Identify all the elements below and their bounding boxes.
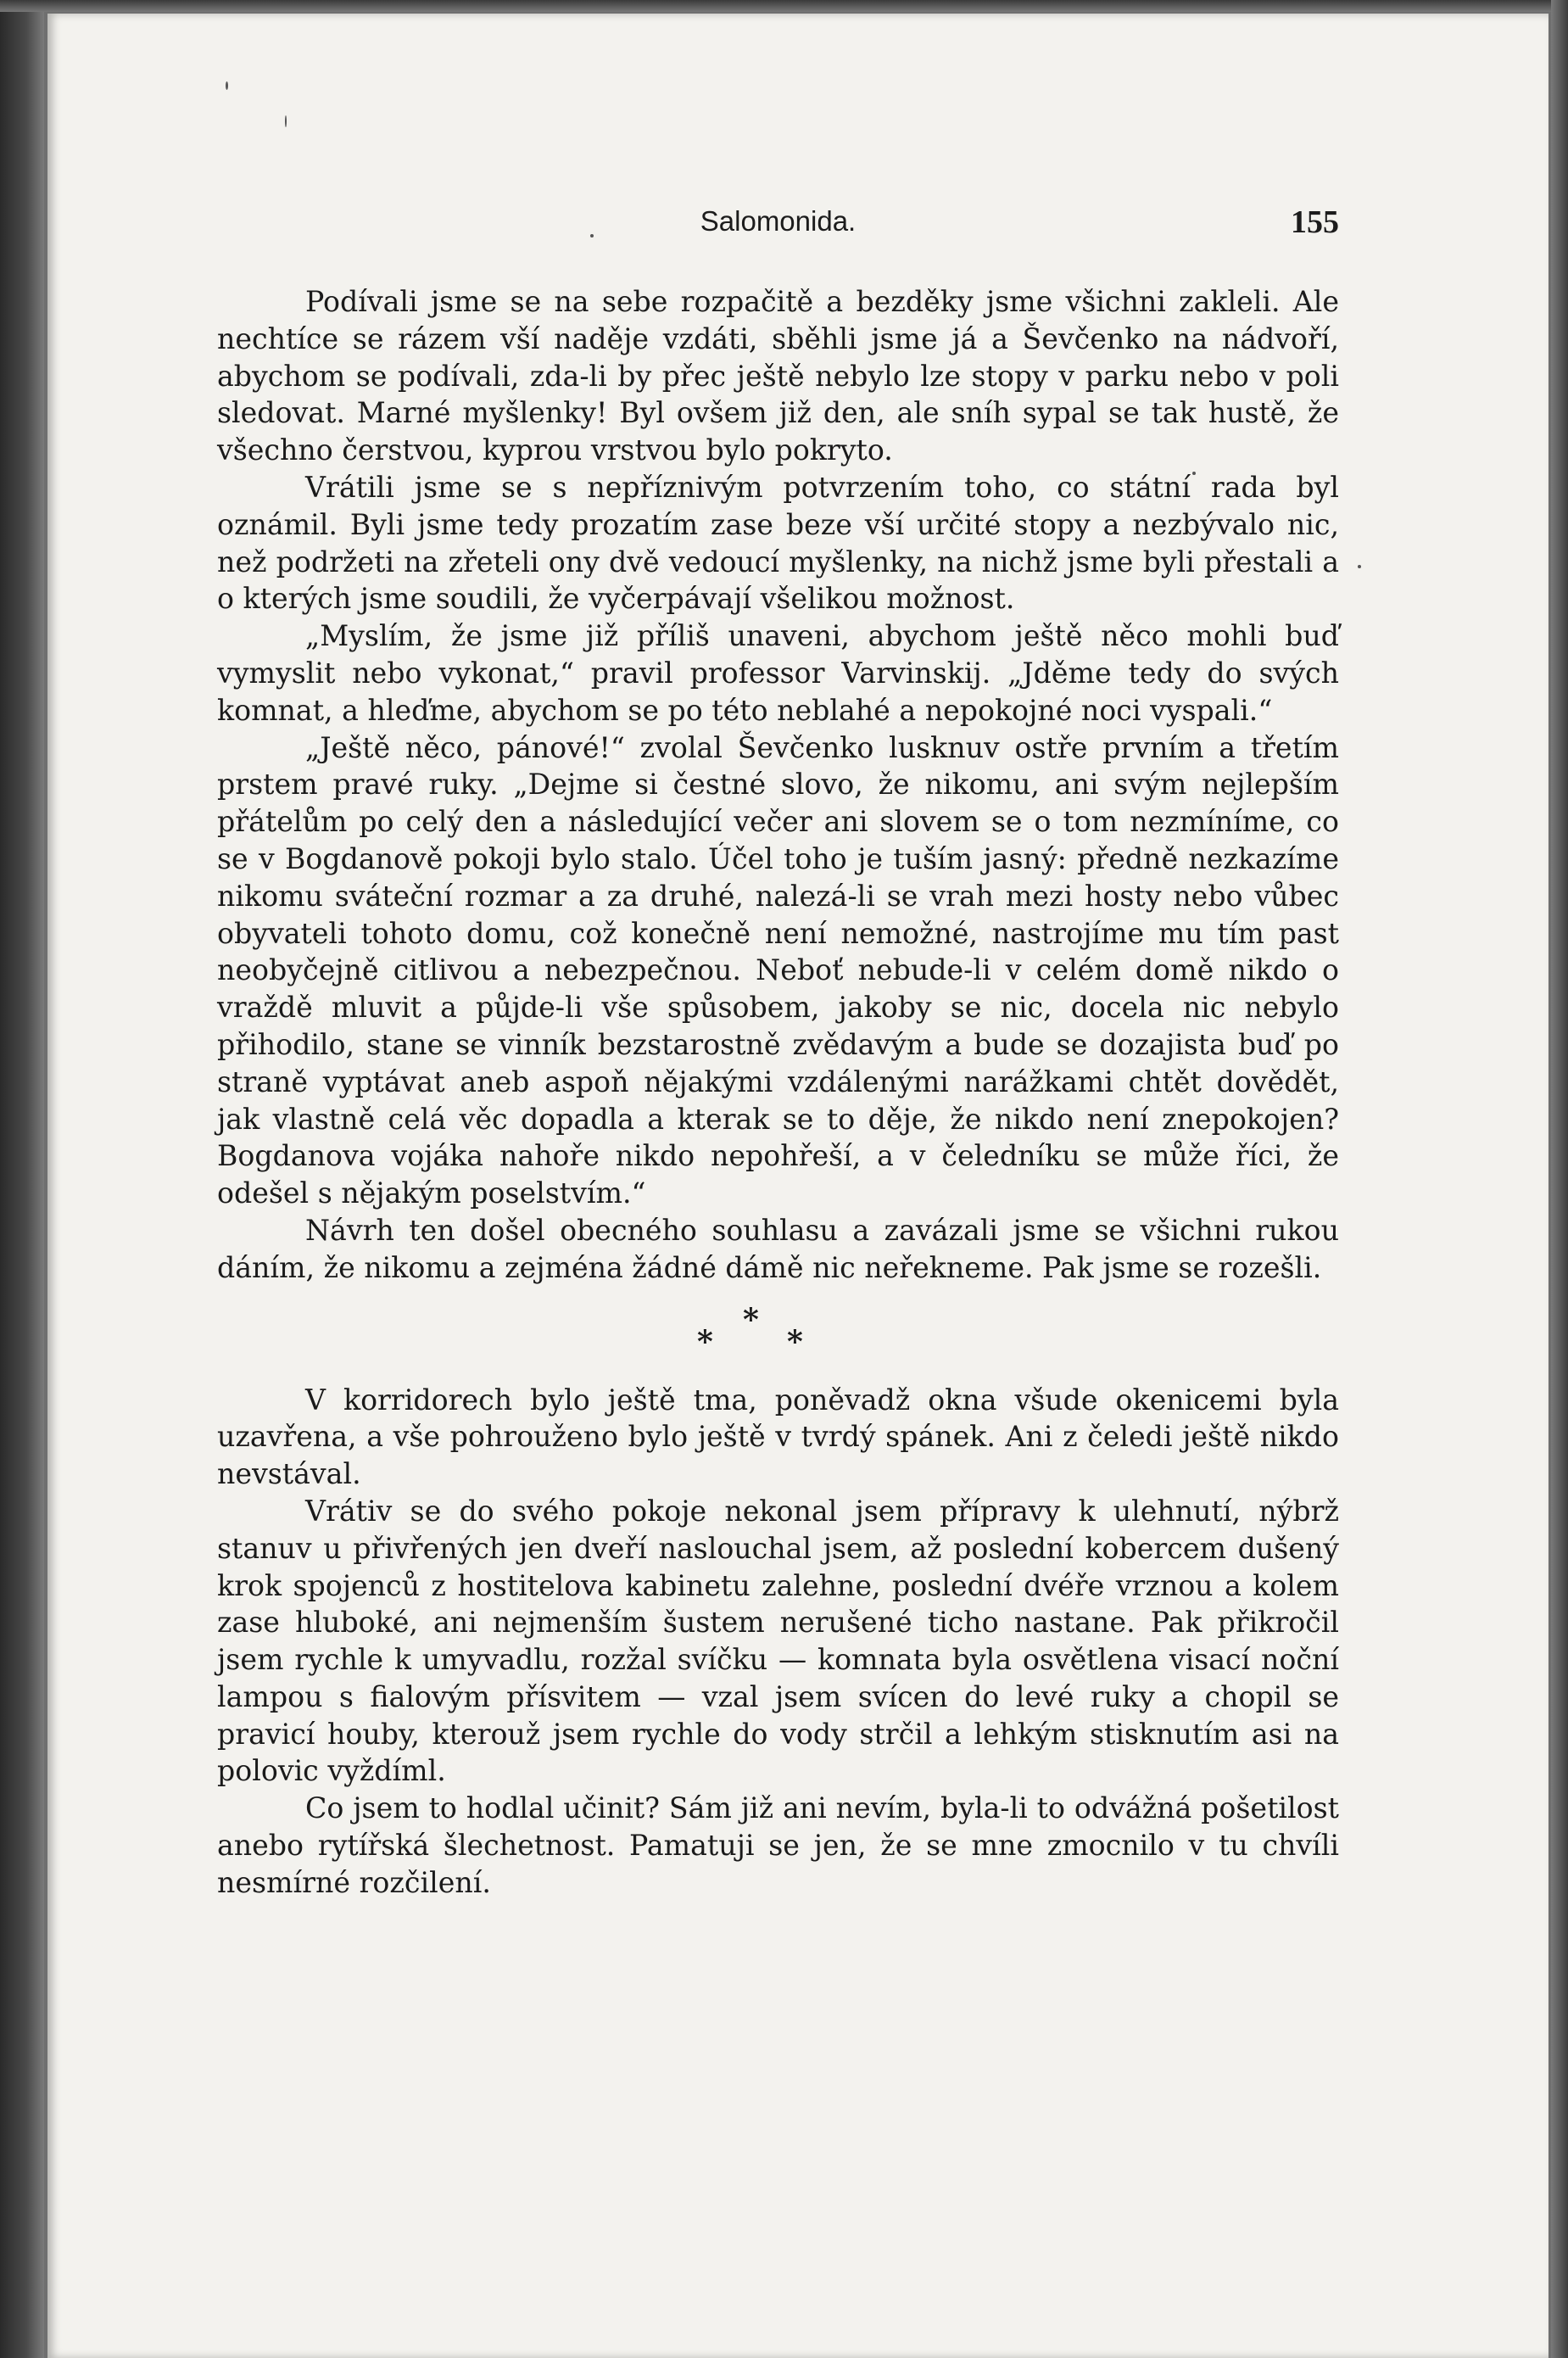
asterisk-left: *: [697, 1323, 713, 1360]
paragraph: Co jsem to hodlal učinit? Sám již ani nevím, byla-li to odvážná pošetilost anebo rytířská šlechetnost. Pamatuji se jen, že se mne zmocnilo v tu chvíli nesmírné rozčilení.: [217, 1791, 1339, 1899]
scan-speck: [285, 115, 287, 127]
page-header: [217, 190, 1339, 241]
paragraph: Návrh ten došel obecného souhlasu a zavázali jsme se všichni rukou dáním, že nikomu a zejména žádné dámě nic neřekneme. Pak jsme se rozešli.: [217, 1213, 1339, 1284]
scan-speck: [1358, 565, 1361, 568]
page-number: 155: [1291, 204, 1339, 240]
paragraph: „Ještě něco, pánové!“ zvolal Ševčenko lusknuv ostře prvním a třetím prstem pravé ruky. „Dejme si čestné slovo, že nikomu, ani svým nejlepším přátelům po celý den a následující večer ani slovem se o tom nezmíníme, co se v Bogdanově pokoji bylo stalo. Účel toho je tuším jasný: předně nezkazíme nikomu sváteční rozmar a za druhé, nalezá-li se vrah mezi hosty nebo vůbec obyvateli tohoto domu, což konečně není nemožné, nastrojíme mu tím past neobyčejně citlivou a nebezpečnou. Neboť nebude-li v celém domě nikdo o vraždě mluvit a půjde-li vše spůsobem, jakoby se nic, docela nic nebylo přihodilo, stane se vinník bezstarostně zvědavým a bude se dozajista buď po straně vyptávat aneb aspoň nějakými vzdálenými narážkami chtět dovědět, jak vlastně celá věc dopadla a kterak se to děje, že nikdo není znepokojen? Bogdanova vojáka nahoře nikdo nepohřeší, a v čeledníku se může říci, že odešel s nějakým poselstvím.“: [217, 730, 1339, 1210]
book-page: [47, 14, 1548, 2358]
asterisk-top: *: [743, 1301, 759, 1338]
running-title: Salomonida.: [700, 205, 857, 237]
paragraph: „Myslím, že jsme již příliš unaveni, abychom ještě něco mohli buď vymyslit nebo vykonat,“ pravil professor Varvinskij. „Jděme tedy do svých komnat, a hleďme, abychom se po této neblahé a nepokojné noci vyspali.“: [217, 619, 1339, 727]
section-separator: [217, 1287, 1339, 1382]
scan-top-edge: [0, 0, 1568, 12]
asterisk-right: *: [787, 1323, 803, 1360]
paragraph: Vrátili jsme se s nepříznivým potvrzením toho, co státní rada byl oznámil. Byli jsme tedy prozatím zase beze vší určité stopy a nezbývalo nic, než podržeti na zřeteli ony dvě vedoucí myšlenky, na nichž jsme byli přestali a o kterých jsme soudili, že vyčerpávají všelikou možnost.: [217, 470, 1339, 616]
scan-right-edge: [1551, 0, 1568, 2358]
paragraph: Vrátiv se do svého pokoje nekonal jsem přípravy k ulehnutí, nýbrž stanuv u přivřených jen dveří naslouchal jsem, až poslední kobercem dušený krok spojenců z hostitelova kabinetu zalehne, poslední dvéře vrznou a kolem zase hluboké, ani nejmenším šustem nerušené ticho nastane. Pak přikročil jsem rychle k umyvadlu, rozžal svíčku — komnata byla osvětlena visací noční lampou s fialovým přísvitem — vzal jsem svícen do levé ruky a chopil se pravicí houby, kterouž jsem rychle do vody strčil a lehkým stisknutím asi na polovic vyždíml.: [217, 1494, 1339, 1788]
scan-speck: [226, 81, 228, 90]
body-text: [217, 283, 1339, 1902]
paragraph: V korridorech bylo ještě tma, poněvadž okna všude okenicemi byla uzavřena, a vše pohrouženo bylo ještě v tvrdý spánek. Ani z čeledi ještě nikdo nevstával.: [217, 1383, 1339, 1491]
paragraph: Podívali jsme se na sebe rozpačitě a bezděky jsme všichni zakleli. Ale nechtíce se rázem vší naděje vzdáti, sběhli jsme já a Ševčenko na nádvoří, abychom se podívali, zda-li by přec ještě nebylo lze stopy v parku nebo v poli sledovat. Marné myšlenky! Byl ovšem již den, ale sníh sypal se tak hustě, že všechno čerstvou, kyprou vrstvou bylo pokryto.: [217, 285, 1339, 467]
scan-left-edge: [0, 0, 44, 2358]
